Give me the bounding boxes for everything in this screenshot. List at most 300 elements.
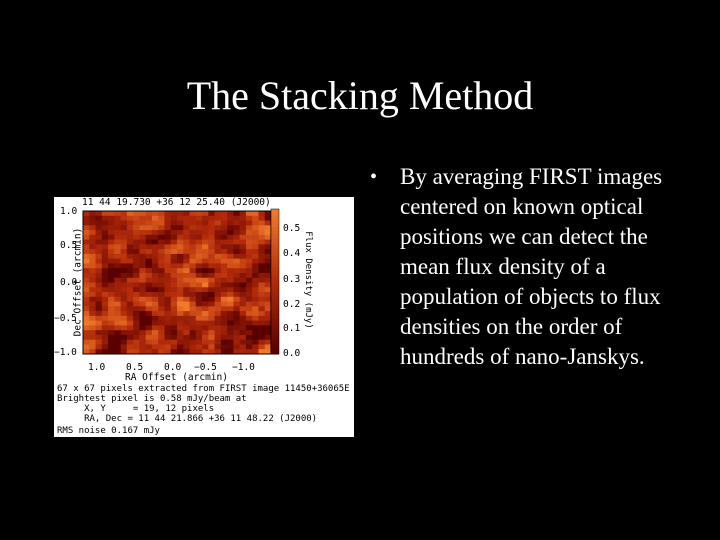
noise-pixel (121, 278, 128, 283)
noise-pixel (196, 254, 203, 259)
noise-pixel (196, 240, 203, 245)
noise-pixel (164, 254, 171, 259)
noise-pixel (265, 225, 272, 230)
figure-header: 11 44 19.730 +36 12 25.40 (J2000) (82, 197, 271, 208)
noise-pixel (208, 273, 215, 278)
noise-pixel (252, 216, 259, 221)
noise-pixel (190, 230, 197, 235)
noise-pixel (102, 240, 109, 245)
noise-pixel (171, 244, 178, 249)
noise-pixel (83, 244, 90, 249)
noise-pixel (252, 306, 259, 311)
noise-pixel (139, 263, 146, 268)
noise-pixel (89, 344, 96, 349)
noise-pixel (127, 211, 134, 216)
noise-pixel (108, 244, 115, 249)
noise-pixel (152, 273, 159, 278)
noise-pixel (171, 230, 178, 235)
noise-pixel (127, 221, 134, 226)
noise-pixel (89, 225, 96, 230)
noise-pixel (246, 306, 253, 311)
noise-pixel (127, 268, 134, 273)
noise-pixel (183, 330, 190, 335)
noise-pixel (202, 330, 209, 335)
noise-pixel (133, 225, 140, 230)
noise-pixel (96, 230, 103, 235)
x-tick-label: −1.0 (232, 362, 255, 373)
noise-pixel (190, 330, 197, 335)
noise-pixel (202, 344, 209, 349)
noise-pixel (227, 268, 234, 273)
noise-pixel (171, 292, 178, 297)
noise-pixel (152, 268, 159, 273)
noise-pixel (258, 302, 265, 307)
noise-pixel (215, 297, 222, 302)
noise-pixel (221, 263, 228, 268)
noise-pixel (233, 306, 240, 311)
colorbar-tick-label: 0.3 (283, 274, 301, 285)
noise-pixel (252, 268, 259, 273)
noise-pixel (190, 287, 197, 292)
noise-pixel (164, 344, 171, 349)
noise-pixel (265, 335, 272, 340)
noise-pixel (252, 283, 259, 288)
noise-pixel (246, 221, 253, 226)
noise-pixel (139, 311, 146, 316)
noise-pixel (121, 316, 128, 321)
noise-pixel (233, 259, 240, 264)
noise-pixel (121, 216, 128, 221)
noise-pixel (258, 240, 265, 245)
noise-pixel (196, 316, 203, 321)
noise-pixel (164, 244, 171, 249)
noise-pixel (208, 316, 215, 321)
noise-pixel (190, 235, 197, 240)
noise-pixel (121, 240, 128, 245)
noise-pixel (208, 325, 215, 330)
noise-pixel (246, 292, 253, 297)
noise-pixel (190, 273, 197, 278)
noise-pixel (240, 244, 247, 249)
noise-pixel (158, 278, 165, 283)
noise-pixel (152, 230, 159, 235)
noise-pixel (202, 302, 209, 307)
noise-pixel (114, 316, 121, 321)
noise-pixel (152, 278, 159, 283)
noise-pixel (233, 230, 240, 235)
noise-pixel (252, 221, 259, 226)
noise-pixel (183, 278, 190, 283)
noise-pixel (146, 254, 153, 259)
noise-pixel (96, 216, 103, 221)
noise-pixel (89, 273, 96, 278)
noise-pixel (196, 292, 203, 297)
noise-pixel (233, 321, 240, 326)
noise-pixel (183, 249, 190, 254)
noise-pixel (258, 344, 265, 349)
noise-pixel (202, 254, 209, 259)
noise-pixel (240, 240, 247, 245)
noise-pixel (252, 340, 259, 345)
noise-pixel (221, 311, 228, 316)
noise-pixel (139, 225, 146, 230)
noise-pixel (133, 344, 140, 349)
noise-pixel (139, 273, 146, 278)
noise-pixel (114, 340, 121, 345)
noise-pixel (202, 297, 209, 302)
noise-pixel (89, 263, 96, 268)
colorbar-step (271, 314, 279, 318)
noise-pixel (208, 311, 215, 316)
noise-pixel (265, 316, 272, 321)
noise-pixel (177, 211, 184, 216)
noise-pixel (233, 211, 240, 216)
colorbar-step (271, 336, 279, 340)
noise-pixel (183, 259, 190, 264)
colorbar-step (271, 213, 279, 217)
noise-pixel (208, 330, 215, 335)
noise-pixel (240, 287, 247, 292)
noise-pixel (265, 306, 272, 311)
noise-pixel (83, 235, 90, 240)
noise-pixel (258, 273, 265, 278)
noise-pixel (177, 335, 184, 340)
noise-pixel (158, 316, 165, 321)
noise-pixel (246, 263, 253, 268)
noise-pixel (152, 340, 159, 345)
noise-pixel (121, 283, 128, 288)
noise-pixel (121, 287, 128, 292)
noise-pixel (96, 211, 103, 216)
noise-pixel (227, 240, 234, 245)
noise-pixel (139, 278, 146, 283)
noise-pixel (202, 263, 209, 268)
noise-pixel (227, 321, 234, 326)
noise-pixel (146, 235, 153, 240)
noise-pixel (108, 292, 115, 297)
noise-pixel (252, 235, 259, 240)
noise-pixel (171, 344, 178, 349)
noise-pixel (171, 306, 178, 311)
noise-pixel (190, 306, 197, 311)
bullet-item (370, 162, 670, 372)
noise-pixel (108, 230, 115, 235)
noise-pixel (252, 259, 259, 264)
noise-pixel (233, 221, 240, 226)
noise-pixel (83, 325, 90, 330)
noise-pixel (208, 254, 215, 259)
noise-pixel (227, 302, 234, 307)
noise-pixel (227, 244, 234, 249)
noise-pixel (127, 283, 134, 288)
x-axis-label: RA Offset (arcmin) (125, 372, 228, 383)
noise-pixel (177, 306, 184, 311)
noise-pixel (246, 302, 253, 307)
noise-pixel (164, 297, 171, 302)
noise-pixel (196, 221, 203, 226)
noise-pixel (171, 249, 178, 254)
noise-pixel (127, 316, 134, 321)
noise-pixel (246, 278, 253, 283)
noise-pixel (121, 340, 128, 345)
noise-pixel (146, 263, 153, 268)
noise-pixel (221, 221, 228, 226)
noise-pixel (177, 311, 184, 316)
noise-pixel (146, 325, 153, 330)
noise-pixel (158, 302, 165, 307)
noise-pixel (190, 216, 197, 221)
noise-pixel (171, 283, 178, 288)
noise-pixel (152, 287, 159, 292)
noise-pixel (202, 225, 209, 230)
noise-pixel (202, 273, 209, 278)
x-tick-label: 1.0 (88, 362, 106, 373)
noise-pixel (96, 259, 103, 264)
noise-pixel (171, 225, 178, 230)
noise-pixel (183, 283, 190, 288)
noise-pixel (208, 240, 215, 245)
noise-pixel (96, 263, 103, 268)
noise-pixel (190, 340, 197, 345)
noise-pixel (227, 254, 234, 259)
noise-pixel (208, 306, 215, 311)
noise-pixel (108, 344, 115, 349)
noise-pixel (202, 268, 209, 273)
noise-pixel (208, 297, 215, 302)
caption-line: RMS noise 0.167 mJy (57, 426, 160, 436)
noise-pixel (127, 287, 134, 292)
noise-pixel (190, 244, 197, 249)
noise-pixel (96, 225, 103, 230)
noise-pixel (265, 240, 272, 245)
colorbar-tick-label: 0.5 (283, 223, 301, 234)
noise-pixel (202, 340, 209, 345)
noise-pixel (139, 283, 146, 288)
noise-pixel (171, 330, 178, 335)
noise-pixel (133, 221, 140, 226)
noise-pixel (215, 259, 222, 264)
noise-pixel (158, 306, 165, 311)
noise-pixel (102, 292, 109, 297)
noise-pixel (215, 321, 222, 326)
noise-pixel (177, 235, 184, 240)
noise-pixel (127, 306, 134, 311)
noise-pixel (114, 254, 121, 259)
noise-pixel (233, 283, 240, 288)
noise-pixel (246, 268, 253, 273)
noise-pixel (215, 302, 222, 307)
noise-pixel (139, 240, 146, 245)
noise-pixel (240, 249, 247, 254)
noise-pixel (240, 321, 247, 326)
noise-pixel (139, 230, 146, 235)
noise-pixel (227, 316, 234, 321)
colorbar-step (271, 274, 279, 278)
noise-pixel (252, 297, 259, 302)
noise-pixel (89, 249, 96, 254)
noise-pixel (108, 302, 115, 307)
noise-pixel (83, 240, 90, 245)
noise-pixel (96, 244, 103, 249)
noise-pixel (152, 235, 159, 240)
colorbar (271, 209, 279, 355)
noise-pixel (96, 330, 103, 335)
noise-pixel (227, 273, 234, 278)
noise-pixel (246, 316, 253, 321)
noise-pixel (215, 211, 222, 216)
noise-pixel (108, 235, 115, 240)
noise-pixel (83, 297, 90, 302)
noise-pixel (108, 311, 115, 316)
noise-pixel (96, 278, 103, 283)
noise-pixel (121, 225, 128, 230)
noise-pixel (177, 254, 184, 259)
colorbar-step (271, 242, 279, 246)
noise-pixel (96, 302, 103, 307)
noise-pixel (171, 268, 178, 273)
noise-pixel (146, 344, 153, 349)
noise-pixel (240, 340, 247, 345)
noise-pixel (215, 330, 222, 335)
noise-pixel (233, 287, 240, 292)
noise-pixel (183, 230, 190, 235)
noise-pixel (215, 235, 222, 240)
noise-pixel (246, 249, 253, 254)
noise-pixel (227, 263, 234, 268)
noise-pixel (171, 316, 178, 321)
noise-pixel (133, 340, 140, 345)
noise-pixel (171, 259, 178, 264)
noise-pixel (127, 297, 134, 302)
noise-pixel (190, 344, 197, 349)
noise-pixel (258, 221, 265, 226)
noise-pixel (202, 230, 209, 235)
noise-pixel (171, 321, 178, 326)
noise-pixel (108, 330, 115, 335)
noise-pixel (89, 311, 96, 316)
noise-pixel (171, 302, 178, 307)
noise-pixel (177, 216, 184, 221)
noise-pixel (114, 335, 121, 340)
noise-pixel (177, 244, 184, 249)
noise-pixel (89, 306, 96, 311)
noise-pixel (196, 244, 203, 249)
noise-pixel (252, 225, 259, 230)
noise-pixel (139, 297, 146, 302)
noise-pixel (265, 321, 272, 326)
noise-pixel (121, 254, 128, 259)
noise-pixel (202, 321, 209, 326)
noise-pixel (152, 321, 159, 326)
noise-pixel (221, 216, 228, 221)
colorbar-step (271, 231, 279, 235)
noise-pixel (139, 306, 146, 311)
noise-pixel (221, 321, 228, 326)
noise-pixel (196, 216, 203, 221)
colorbar-tick-label: 0.4 (283, 248, 301, 259)
colorbar-step (271, 307, 279, 311)
noise-pixel (202, 335, 209, 340)
noise-pixel (227, 283, 234, 288)
noise-pixel (108, 325, 115, 330)
noise-pixel (233, 268, 240, 273)
noise-pixel (190, 259, 197, 264)
noise-pixel (265, 292, 272, 297)
y-tick-label: 0.0 (60, 277, 78, 288)
noise-pixel (190, 240, 197, 245)
noise-pixel (183, 263, 190, 268)
noise-pixel (215, 283, 222, 288)
noise-pixel (240, 268, 247, 273)
noise-pixel (227, 292, 234, 297)
noise-pixel (139, 287, 146, 292)
noise-pixel (215, 325, 222, 330)
noise-pixel (96, 221, 103, 226)
noise-pixel (152, 249, 159, 254)
noise-pixel (240, 225, 247, 230)
noise-pixel (121, 306, 128, 311)
noise-pixel (102, 268, 109, 273)
noise-pixel (190, 211, 197, 216)
colorbar-step (271, 325, 279, 329)
noise-pixel (152, 283, 159, 288)
noise-pixel (246, 235, 253, 240)
noise-pixel (258, 230, 265, 235)
noise-pixel (240, 344, 247, 349)
noise-pixel (108, 225, 115, 230)
noise-pixel (227, 306, 234, 311)
noise-pixel (196, 278, 203, 283)
noise-pixel (114, 225, 121, 230)
noise-pixel (258, 335, 265, 340)
noise-pixel (158, 330, 165, 335)
noise-pixel (127, 311, 134, 316)
noise-pixel (152, 306, 159, 311)
noise-pixel (89, 244, 96, 249)
colorbar-step (271, 253, 279, 257)
noise-pixel (252, 211, 259, 216)
noise-pixel (108, 263, 115, 268)
noise-pixel (246, 259, 253, 264)
noise-pixel (164, 235, 171, 240)
noise-pixel (102, 225, 109, 230)
noise-pixel (258, 306, 265, 311)
noise-pixel (96, 321, 103, 326)
noise-pixel (108, 254, 115, 259)
noise-pixel (146, 216, 153, 221)
noise-pixel (133, 211, 140, 216)
noise-pixel (133, 330, 140, 335)
noise-pixel (146, 249, 153, 254)
noise-pixel (108, 273, 115, 278)
noise-pixel (158, 311, 165, 316)
noise-pixel (227, 221, 234, 226)
noise-pixel (258, 225, 265, 230)
noise-pixel (252, 325, 259, 330)
noise-pixel (177, 268, 184, 273)
noise-pixel (227, 330, 234, 335)
noise-pixel (96, 254, 103, 259)
noise-pixel (208, 283, 215, 288)
noise-pixel (183, 311, 190, 316)
noise-pixel (265, 259, 272, 264)
noise-pixel (196, 263, 203, 268)
noise-pixel (215, 306, 222, 311)
noise-pixel (127, 321, 134, 326)
noise-pixel (152, 221, 159, 226)
noise-pixel (114, 292, 121, 297)
noise-pixel (146, 292, 153, 297)
